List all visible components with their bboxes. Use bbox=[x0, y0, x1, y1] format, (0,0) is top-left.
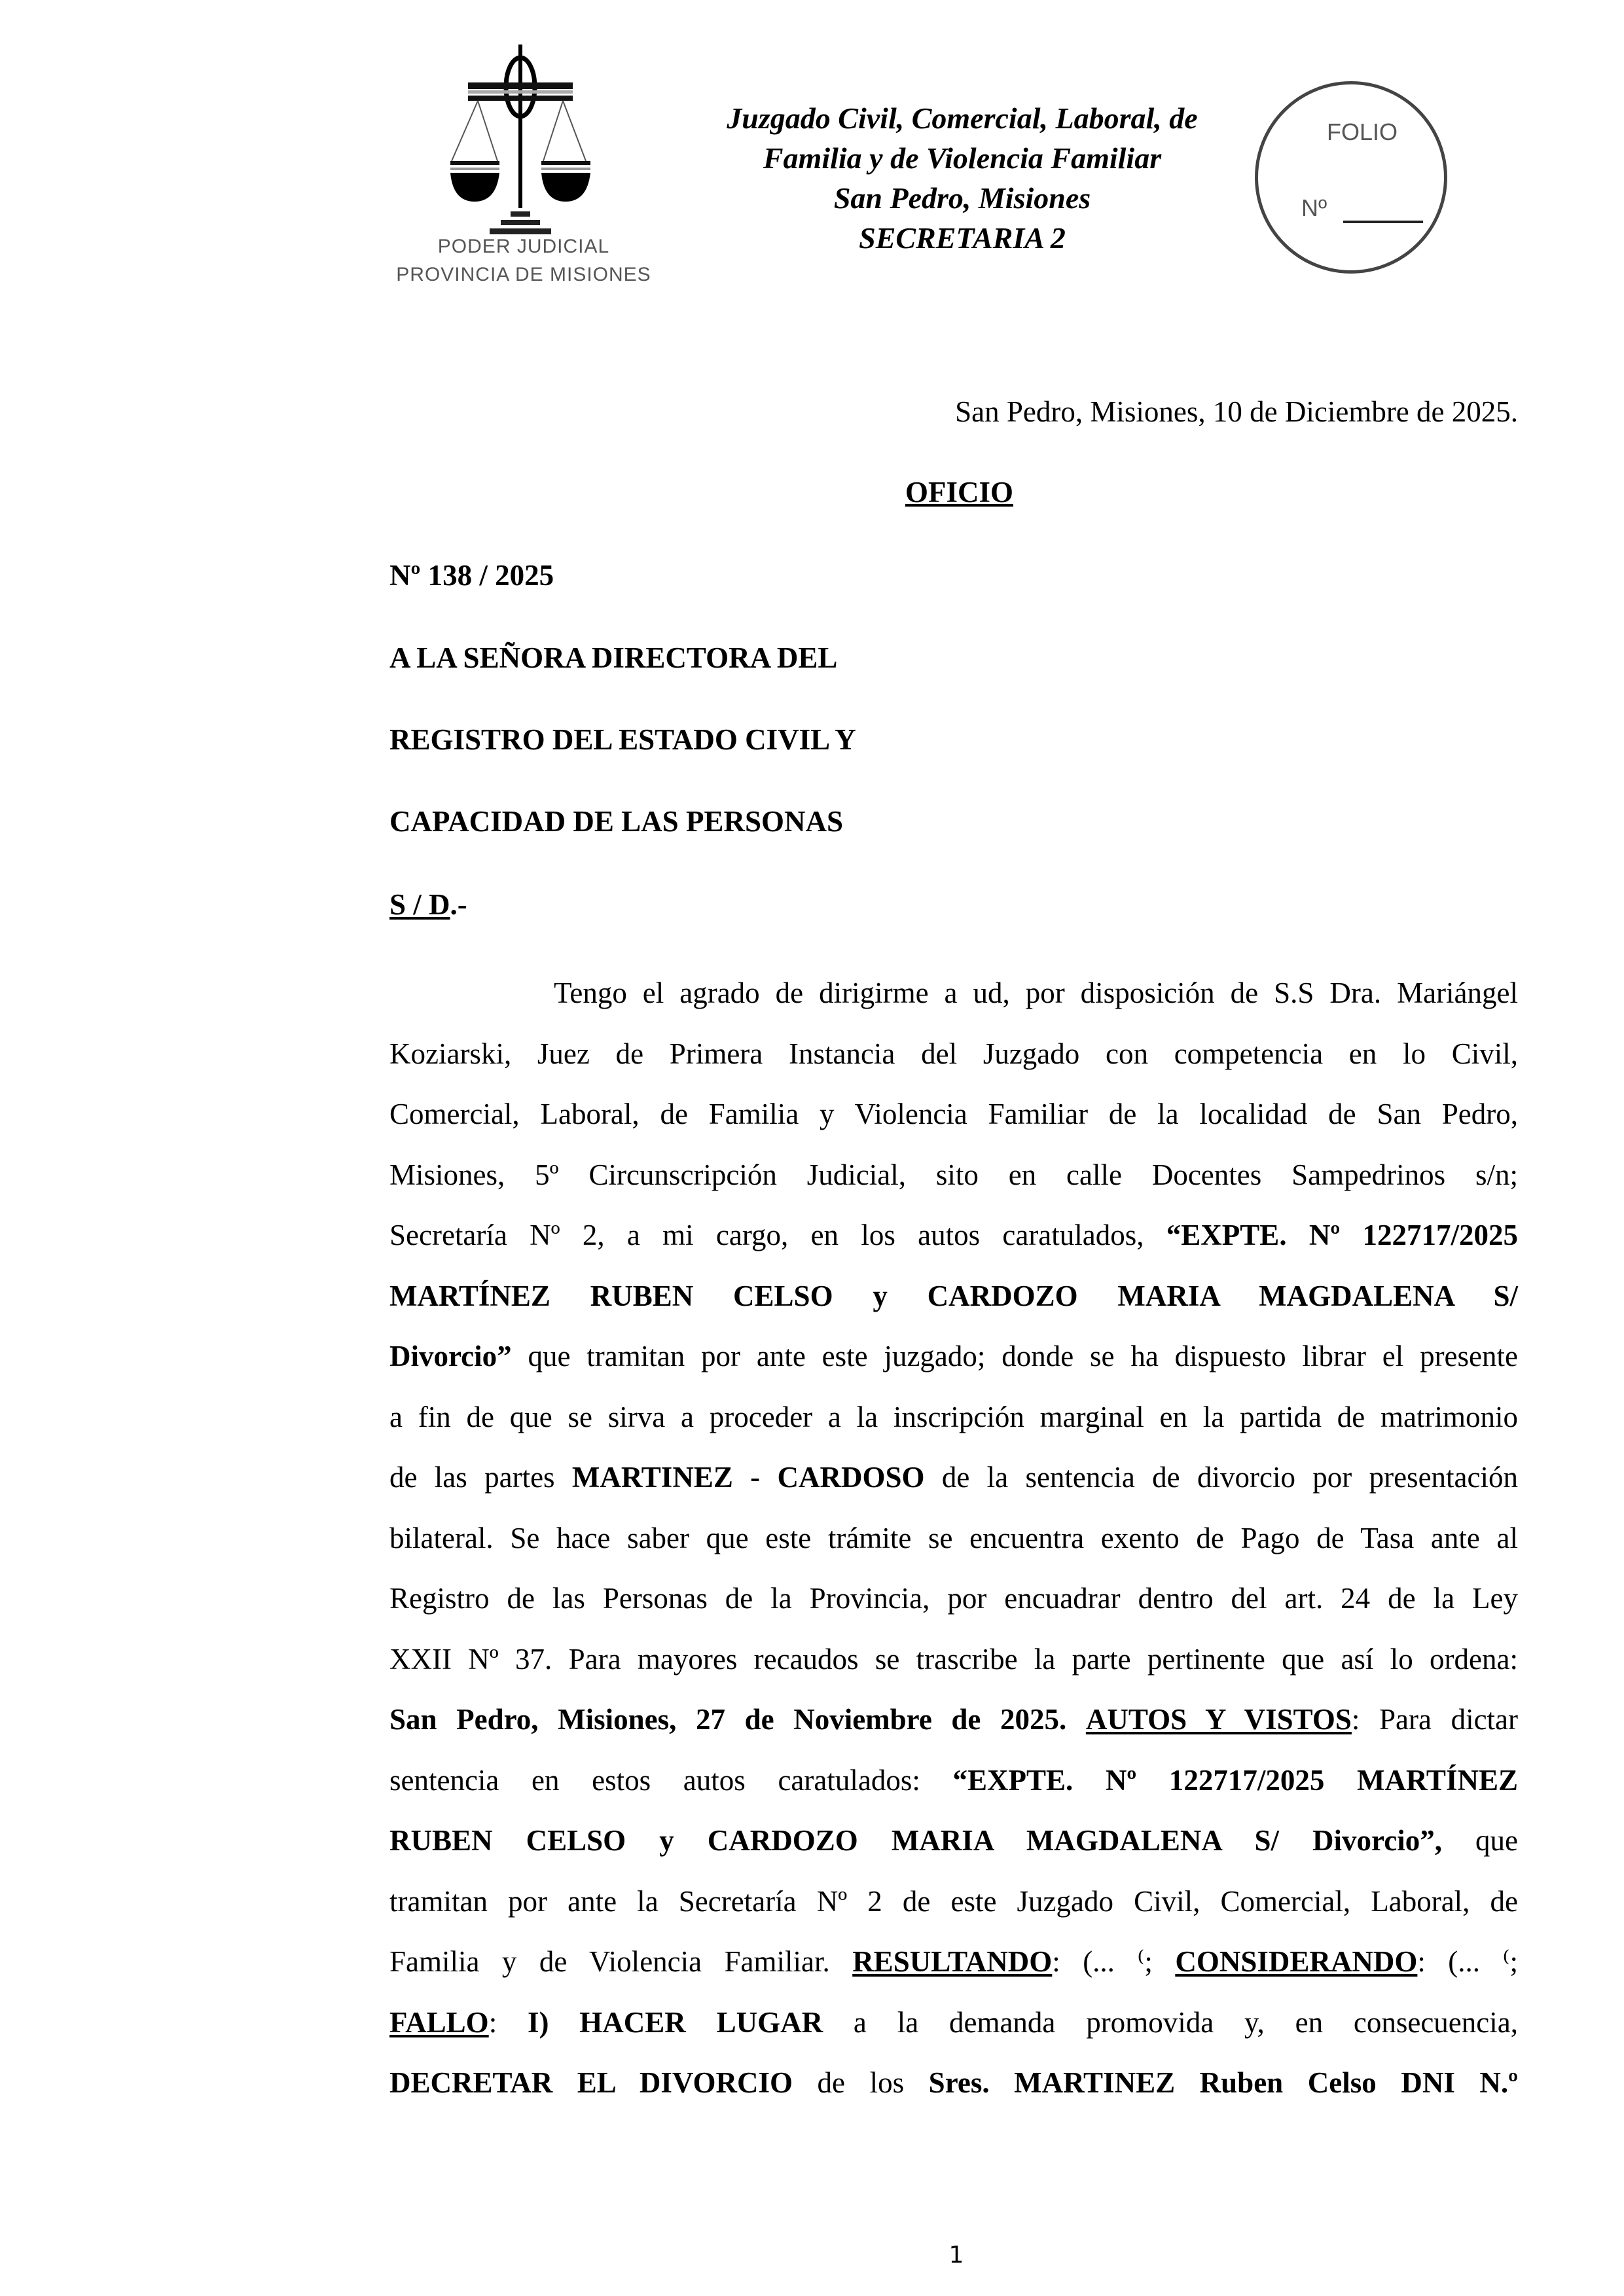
body-line bbox=[389, 1039, 1518, 1100]
body-text: sentencia en estos autos caratulados: bbox=[389, 1763, 953, 1797]
bold-text: “EXPTE. Nº 122717/2025 MARTÍNEZ bbox=[952, 1763, 1518, 1797]
underlined-heading: AUTOS Y VISTOS bbox=[1085, 1703, 1352, 1736]
body-line bbox=[389, 1642, 1518, 1706]
body-line bbox=[389, 2068, 1518, 2129]
body-text: : (... ⁽; bbox=[1052, 1945, 1176, 1978]
body-line bbox=[389, 1160, 1518, 1221]
body-text: Misiones, 5º Circunscripción Judicial, sito en calle Docentes Sampedrinos s/n; bbox=[389, 1158, 1518, 1191]
body-line bbox=[389, 1463, 1518, 1524]
body-text: tramitan por ante la Secretaría Nº 2 de este Juzgado Civil, Comercial, Laboral, de bbox=[389, 1884, 1518, 1918]
court-header-line: Juzgado Civil, Comercial, Laboral, de bbox=[727, 101, 1198, 135]
document-date: San Pedro, Misiones, 10 de Diciembre de 2025. bbox=[955, 395, 1518, 428]
body-line bbox=[389, 1221, 1518, 1282]
court-header-line: San Pedro, Misiones bbox=[833, 181, 1091, 215]
bold-text: San Pedro, Misiones, 27 de Noviembre de 2025. bbox=[389, 1703, 1067, 1736]
body-text: de las partes bbox=[389, 1461, 572, 1494]
folio-number-blank bbox=[1343, 221, 1423, 223]
body-text: Registro de las Personas de la Provincia, por encuadrar dentro del art. 24 de la Ley bbox=[389, 1582, 1518, 1615]
body-line bbox=[389, 1763, 1518, 1827]
scales-of-justice-icon bbox=[406, 45, 681, 241]
body-text: de la sentencia de divorcio por presentación bbox=[924, 1461, 1518, 1494]
body-line bbox=[389, 1521, 1518, 1585]
body-text: Secretaría Nº 2, a mi cargo, en los autos caratulados, bbox=[389, 1219, 1166, 1251]
body-line bbox=[389, 978, 1518, 1039]
addressee-line: CAPACIDAD DE LAS PERSONAS bbox=[389, 805, 843, 838]
folio-number-label: Nº bbox=[1301, 194, 1327, 221]
folio-label: FOLIO bbox=[1327, 118, 1398, 145]
bold-text: I) HACER LUGAR bbox=[528, 2005, 823, 2039]
body-text: Tengo el agrado de dirigirme a ud, por disposición de S.S Dra. Mariángel bbox=[554, 977, 1518, 1009]
body-line bbox=[389, 1100, 1518, 1160]
body-text: Koziarski, Juez de Primera Instancia del Juzgado con competencia en lo Civil, bbox=[389, 1037, 1518, 1070]
document-title: OFICIO bbox=[905, 476, 1014, 509]
bold-text: RUBEN CELSO y CARDOZO MARIA MAGDALENA S/ Divorcio”, bbox=[389, 1824, 1442, 1857]
body-paragraph bbox=[389, 978, 1518, 2129]
bold-text: MARTÍNEZ RUBEN CELSO y CARDOZO MARIA MAGDALENA S/ bbox=[389, 1279, 1518, 1312]
body-line bbox=[389, 1826, 1518, 1887]
bold-text: Divorcio” bbox=[389, 1340, 512, 1372]
poder-judicial-logo bbox=[396, 45, 681, 293]
bold-text: “EXPTE. Nº 122717/2025 bbox=[1166, 1219, 1518, 1251]
bold-text: DECRETAR EL DIVORCIO bbox=[389, 2066, 793, 2099]
body-text: a la demanda promovida y, en consecuencia, bbox=[823, 2005, 1518, 2039]
sd-suffix: .- bbox=[450, 888, 467, 921]
folio-stamp bbox=[1255, 81, 1447, 274]
body-text: : Para dictar bbox=[1351, 1703, 1519, 1736]
body-line bbox=[389, 2005, 1518, 2069]
body-text: que tramitan por ante este juzgado; donde se ha dispuesto librar el presente bbox=[511, 1340, 1518, 1372]
underlined-heading: CONSIDERANDO bbox=[1175, 1945, 1418, 1978]
oficio-number: Nº 138 / 2025 bbox=[389, 559, 554, 592]
court-header-line: Familia y de Violencia Familiar bbox=[763, 141, 1162, 175]
body-line bbox=[389, 1705, 1518, 1766]
body-line bbox=[389, 1400, 1518, 1463]
body-text: de los bbox=[792, 2066, 929, 2099]
body-text bbox=[1066, 1703, 1086, 1736]
logo-text-provincia: PROVINCIA DE MISIONES bbox=[396, 264, 651, 285]
body-text: que bbox=[1441, 1824, 1518, 1857]
sd-text: S / D bbox=[389, 888, 450, 921]
bold-text: Sres. MARTINEZ Ruben Celso DNI N.º bbox=[928, 2066, 1518, 2099]
body-text: : bbox=[488, 2005, 528, 2039]
court-header-line: SECRETARIA 2 bbox=[859, 221, 1066, 255]
body-line bbox=[389, 1884, 1518, 1948]
body-line bbox=[389, 1584, 1518, 1645]
body-line bbox=[389, 1947, 1518, 2008]
addressee-line: A LA SEÑORA DIRECTORA DEL bbox=[389, 641, 838, 674]
logo-text-poder-judicial: PODER JUDICIAL bbox=[437, 236, 610, 257]
body-text: Familia y de Violencia Familiar. bbox=[389, 1945, 853, 1978]
body-line bbox=[389, 1279, 1518, 1342]
addressee-line: REGISTRO DEL ESTADO CIVIL Y bbox=[389, 723, 856, 756]
body-text: : (... ⁽; bbox=[1417, 1945, 1518, 1978]
underlined-heading: RESULTANDO bbox=[852, 1945, 1053, 1978]
body-text: a fin de que se sirva a proceder a la inscripción marginal en la partida de matrimonio bbox=[389, 1400, 1518, 1433]
underlined-heading: FALLO bbox=[389, 2005, 489, 2039]
page-number: 1 bbox=[948, 2242, 964, 2269]
body-text: Comercial, Laboral, de Familia y Violencia Familiar de la localidad de San Pedro, bbox=[389, 1098, 1518, 1130]
bold-text: MARTINEZ - CARDOSO bbox=[571, 1461, 925, 1494]
sd-line bbox=[389, 890, 467, 920]
body-text: XXII Nº 37. Para mayores recaudos se trascribe la parte pertinente que así lo ordena: bbox=[389, 1642, 1518, 1676]
body-text: bilateral. Se hace saber que este trámite se encuentra exento de Pago de Tasa ante al bbox=[389, 1521, 1518, 1554]
court-header bbox=[681, 98, 1244, 258]
body-line bbox=[389, 1342, 1518, 1403]
